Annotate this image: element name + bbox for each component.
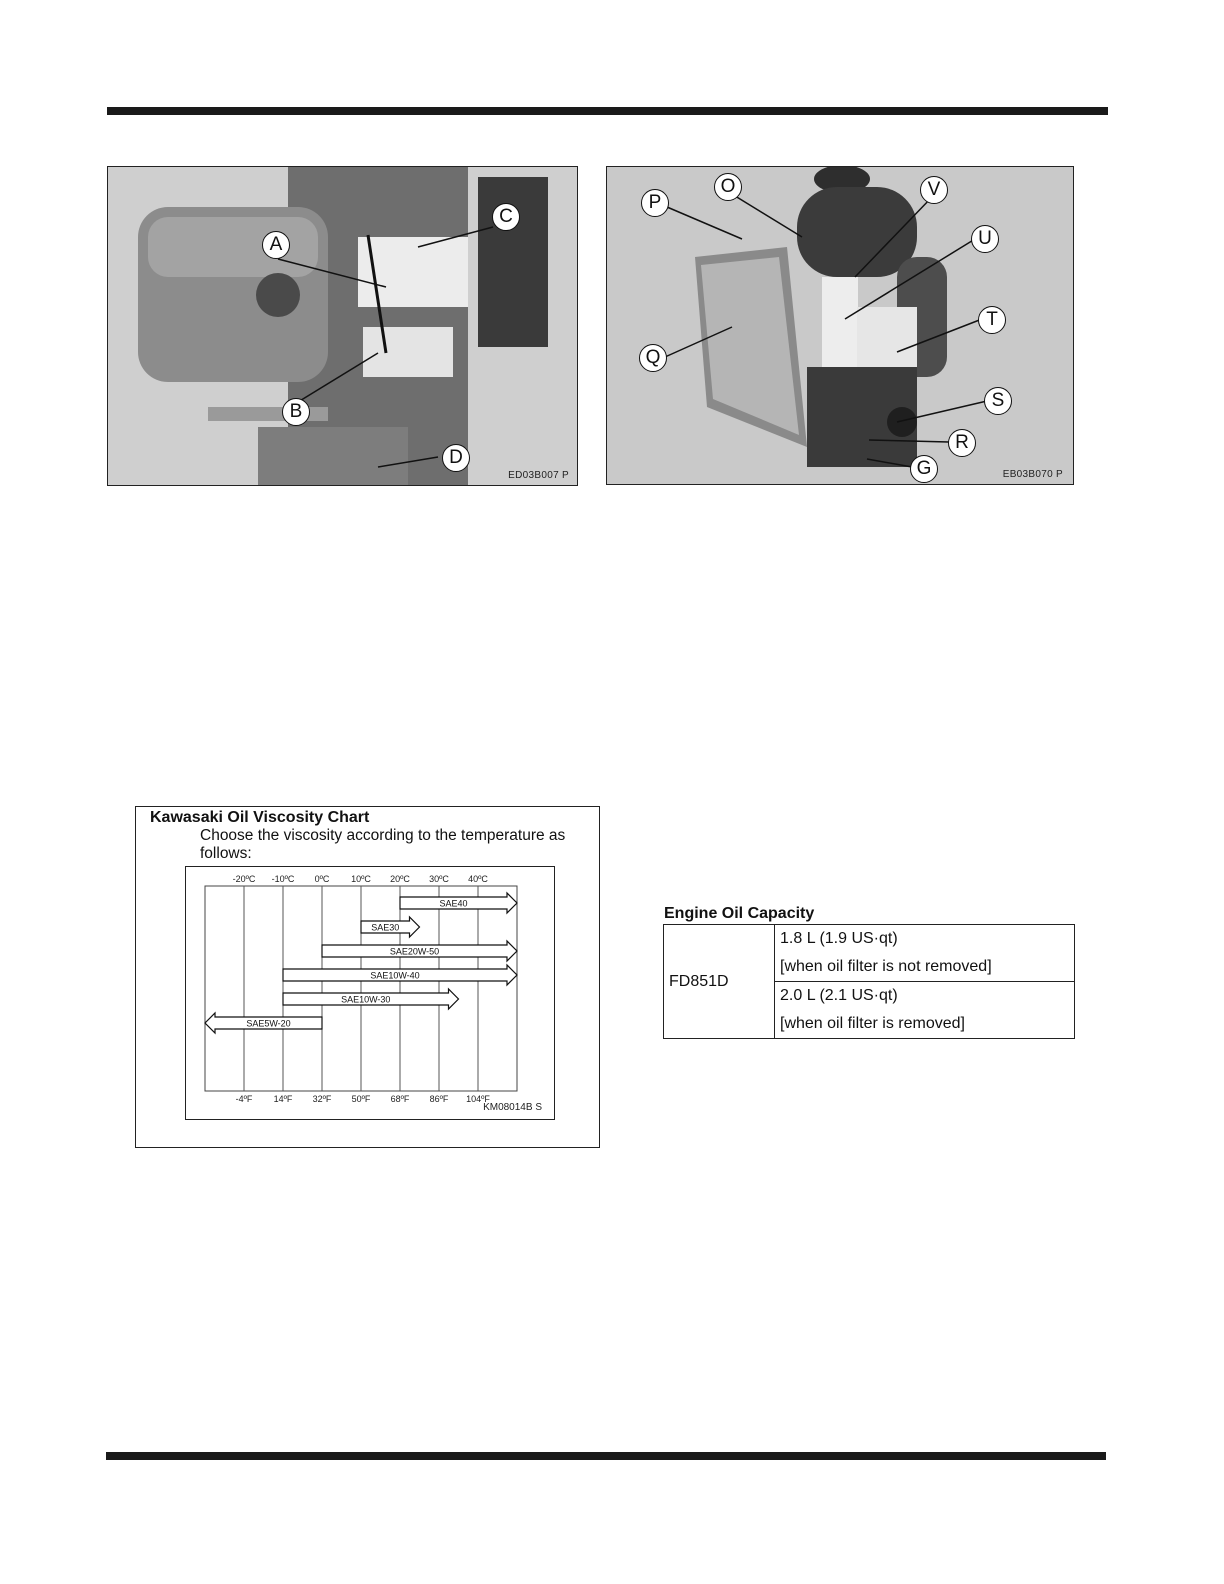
series-label: SAE10W-40 xyxy=(370,970,420,981)
series-label: SAE30 xyxy=(371,922,400,933)
capacity-cell xyxy=(775,982,1075,1039)
capacity-note: [when oil filter is removed] xyxy=(780,1015,965,1032)
callout-o: O xyxy=(714,173,742,201)
callout-a: A xyxy=(262,231,290,259)
callout-v: V xyxy=(920,176,948,204)
celsius-tick-label: 10ºC xyxy=(351,874,371,884)
callout-u: U xyxy=(971,225,999,253)
photo-code-left: ED03B007 P xyxy=(508,470,569,481)
chart-code: KM08014B S xyxy=(483,1102,542,1113)
chart-frame xyxy=(185,866,555,1120)
callout-s: S xyxy=(984,387,1012,415)
capacity-note: [when oil filter is not removed] xyxy=(780,958,992,975)
engine-photo-right xyxy=(606,166,1074,485)
callout-d: D xyxy=(442,444,470,472)
celsius-tick-label: 30ºC xyxy=(429,874,449,884)
callout-r: R xyxy=(948,429,976,457)
photo-code-right: EB03B070 P xyxy=(1002,469,1063,480)
viscosity-chart-box xyxy=(135,806,600,1148)
callout-q: Q xyxy=(639,344,667,372)
celsius-tick-label: 0ºC xyxy=(314,874,330,884)
fahrenheit-tick-label: 32ºF xyxy=(312,1094,332,1104)
callout-t: T xyxy=(978,306,1006,334)
bottom-rule xyxy=(106,1452,1106,1460)
celsius-tick-label: 20ºC xyxy=(390,874,410,884)
fahrenheit-tick-label: 86ºF xyxy=(429,1094,449,1104)
series-label: SAE10W-30 xyxy=(341,994,391,1005)
chart-title: Kawasaki Oil Viscosity Chart xyxy=(150,809,370,826)
top-rule xyxy=(107,107,1108,115)
capacity-title: Engine Oil Capacity xyxy=(664,905,815,922)
model-cell: FD851D xyxy=(664,925,775,1039)
table-row xyxy=(664,925,1075,982)
capacity-amount: 2.0 L (2.1 US·qt) xyxy=(780,987,898,1004)
fahrenheit-tick-label: 104ºF xyxy=(466,1094,490,1104)
capacity-cell xyxy=(775,925,1075,982)
fahrenheit-tick-label: 14ºF xyxy=(273,1094,293,1104)
capacity-amount: 1.8 L (1.9 US·qt) xyxy=(780,930,898,947)
callout-p: P xyxy=(641,189,669,217)
celsius-tick-label: 40ºC xyxy=(468,874,488,884)
callout-g: G xyxy=(910,455,938,483)
celsius-tick-label: -10ºC xyxy=(271,874,295,884)
capacity-table xyxy=(663,924,1075,1039)
callout-b: B xyxy=(282,398,310,426)
fahrenheit-tick-label: 68ºF xyxy=(390,1094,410,1104)
viscosity-chart xyxy=(186,867,554,1119)
series-label: SAE5W-20 xyxy=(246,1018,291,1029)
callout-c: C xyxy=(492,203,520,231)
fahrenheit-tick-label: 50ºF xyxy=(351,1094,371,1104)
celsius-tick-label: -20ºC xyxy=(232,874,256,884)
series-label: SAE20W-50 xyxy=(389,946,440,957)
chart-subtitle: Choose the viscosity according to the temperature as follows: xyxy=(200,827,566,862)
series-label: SAE40 xyxy=(439,898,468,909)
fahrenheit-tick-label: -4ºF xyxy=(235,1094,253,1104)
engine-photo-left xyxy=(107,166,578,486)
